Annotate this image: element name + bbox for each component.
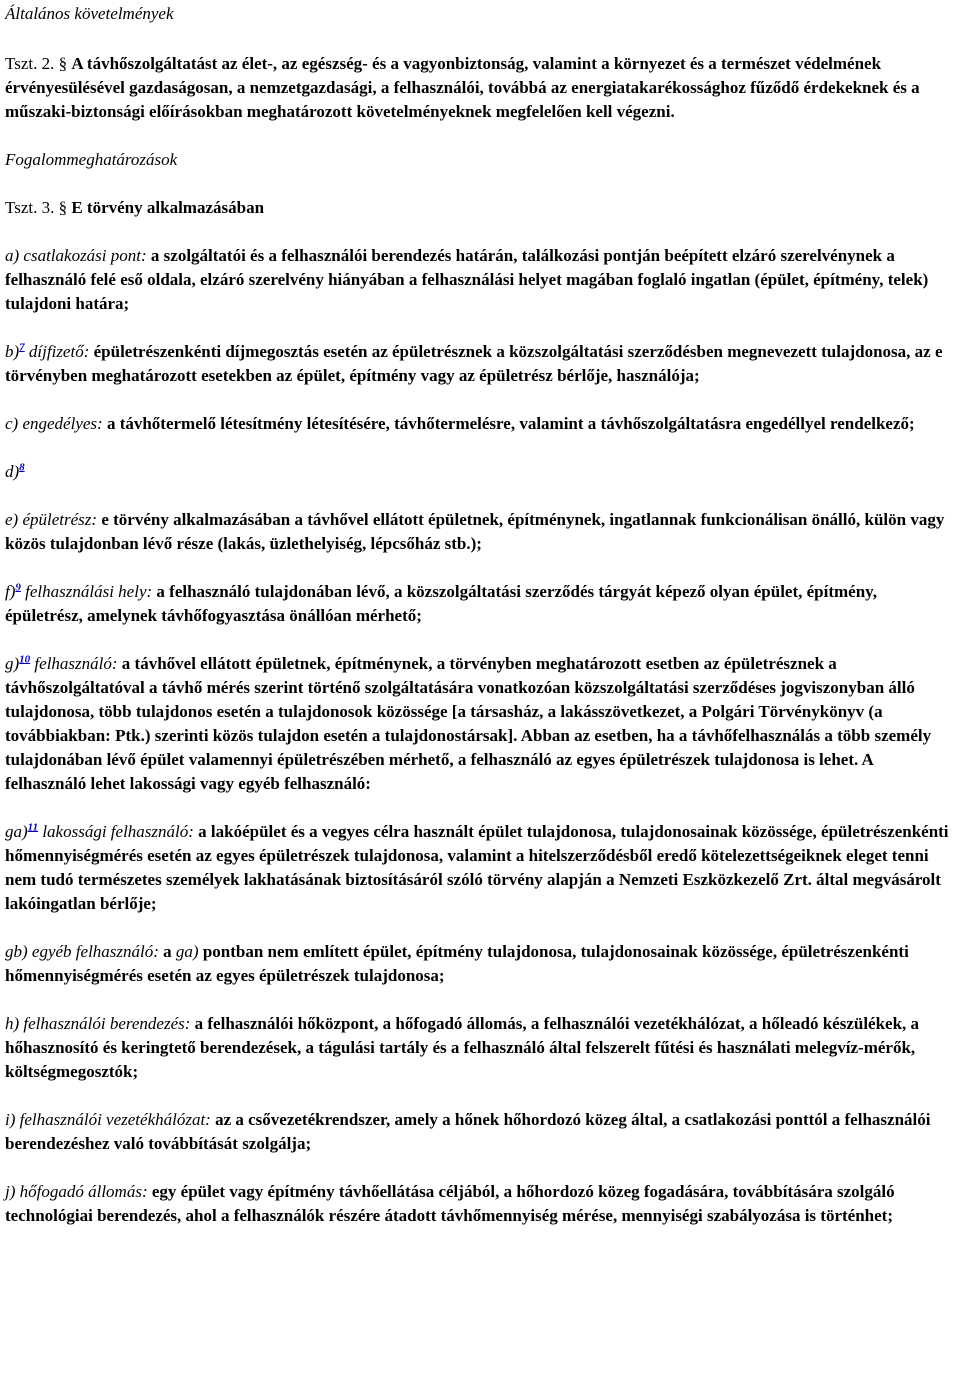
definition-ga [5,820,956,916]
heading-general-requirements: Általános követelmények [5,4,174,23]
definition-g [5,652,956,796]
footnote-link-7[interactable]: 7 [19,341,25,354]
definition-a-text: a szolgáltatói és a felhasználói berendezés határán, találkozási pontján beépített elzáró szerelvénynek a felhasználó felé eső oldala, elzáró szerelvény hiányában a felhasználási helyet magában foglaló ingatlan (épület, építmény, telek) tulajdoni határa; [5,246,929,313]
footnote-link-9[interactable]: 9 [15,581,21,594]
definition-g-prefix: g) [5,654,20,673]
definition-f [5,580,956,628]
definition-ga-term: lakossági felhasználó: [38,822,194,841]
definition-j-text: egy épület vagy építmény távhőellátása céljából, a hőhordozó közeg fogadására, továbbítására szolgáló technológiai berendezés, ahol a felhasználók részére átadott távhőmennyiség mérése, mennyiségi szabályozása is történhet; [5,1182,895,1225]
section-2-text: A távhőszolgáltatást az élet-, az egészség- és a vagyonbiztonság, valamint a környezet és a természet védelmének érvényesülésével gazdaságosan, a nemzetgazdasági, a felhasználói, továbbá az energiatakarékossághoz fűződő érdekeknek és a műszaki-biztonsági előírásokban meghatározott követelményeknek megfelelően kell végezni. [5,54,920,121]
section-3-label: Tszt. 3. § [5,198,72,217]
footnote-link-10[interactable]: 10 [19,653,31,666]
footnote-link-11[interactable]: 11 [27,821,39,834]
definition-b-term: díjfizető: [24,342,90,361]
heading-definitions: Fogalommeghatározások [5,150,178,169]
definition-f-term: felhasználási hely: [20,582,153,601]
definition-b [5,340,956,388]
definition-d [5,460,956,484]
definition-j-term: j) hőfogadó állomás: [5,1182,148,1201]
definition-f-prefix: f) [5,582,16,601]
section-2-paragraph [5,52,956,124]
definition-gb-ref: ga) [175,942,199,961]
definition-d-prefix: d) [5,462,20,481]
section-3-paragraph [5,196,956,220]
section-2-label: Tszt. 2. § [5,54,72,73]
definition-a [5,244,956,316]
definition-e [5,508,956,556]
definition-gb [5,940,956,988]
definition-h-text: a felhasználói hőközpont, a hőfogadó állomás, a felhasználói vezetékhálózat, a hőleadó készülékek, a hőhasznosító és keringtető berendezések, a tágulási tartály és a felhasználó által felszerelt fűtési és használati melegvíz-mérők, költségmegosztók; [5,1014,920,1081]
definition-e-text: e törvény alkalmazásában a távhővel ellátott épületnek, építménynek, ingatlannak funkcionálisan önálló, külön vagy közös tulajdonban lévő része (lakás, üzlethelyiség, lépcsőház stb.); [5,510,945,553]
definition-b-text: épületrészenkénti díjmegosztás esetén az épületrésznek a közszolgáltatási szerződésben megnevezett tulajdonosa, az e törvényben meghatározott esetekben az épület, építmény vagy az épületrész bérlője, használója; [5,342,943,385]
definition-i-term: i) felhasználói vezetékhálózat: [5,1110,211,1129]
definition-c-text: a távhőtermelő létesítmény létesítésére, távhőtermelésre, valamint a távhőszolgáltatásra engedéllyel rendelkező; [102,414,915,433]
definition-i [5,1108,956,1156]
definition-c-term: c) engedélyes: [5,414,103,433]
definition-gb-text-b: pontban nem említett épület, építmény tulajdonosa, tulajdonosainak közössége, épületrészenkénti hőmennyiségmérés esetén az egyes épületrészek tulajdonosa; [5,942,909,985]
definition-g-term: felhasználó: [30,654,118,673]
definition-h [5,1012,956,1084]
definition-i-text: az a csővezetékrendszer, amely a hőnek hőhordozó közeg által, a csatlakozási ponttól a felhasználói berendezéshez való továbbítását szolgálja; [5,1110,931,1153]
definition-gb-text-a: a [158,942,176,961]
definition-ga-prefix: ga) [5,822,28,841]
definition-h-term: h) felhasználói berendezés: [5,1014,191,1033]
footnote-link-8[interactable]: 8 [19,461,25,474]
definition-j [5,1180,956,1228]
section-3-text: E törvény alkalmazásában [71,198,265,217]
definition-c [5,412,956,436]
definition-ga-text: a lakóépület és a vegyes célra használt épület tulajdonosa, tulajdonosainak közössége, épületrészenkénti hőmennyiségmérés esetén az egyes épületrészek tulajdonosa, valamint a hitelszerződésből eredő kötelezettségeiknek eleget tenni nem tudó természetes személyek lakhatásának biztosításáról szóló törvény alapján a Nemzeti Eszközkezelő Zrt. által megvásárolt lakóingatlan bérlője; [5,822,949,913]
definition-e-term: e) épületrész: [5,510,98,529]
definition-gb-term: gb) egyéb felhasználó: [5,942,159,961]
definition-a-term: a) csatlakozási pont: [5,246,147,265]
definition-f-text: a felhasználó tulajdonában lévő, a közszolgáltatási szerződés tárgyát képező olyan épület, építmény, épületrész, amelynek távhőfogyasztása önállóan mérhető; [5,582,877,625]
definition-b-prefix: b) [5,342,20,361]
definition-g-text: a távhővel ellátott épületnek, építménynek, a törvényben meghatározott esetben az épületrésznek a távhőszolgáltatóval a távhő mérés szerint történő szolgáltatására vonatkozóan közszolgáltatási szerződéses jogviszonyban álló tulajdonosa, több tulajdonos esetén a tulajdonosok közössége [a társasház, a lakásszövetkezet, a Polgári Törvénykönyv (a továbbiakban: Ptk.) szerinti közös tulajdon esetén a tulajdonostársak]. Abban az esetben, ha a távhőfelhasználás a több személy tulajdonában lévő épület valamennyi épületrészében mérhető, a felhasználó az egyes épületrészek tulajdonosa is lehet. A felhasználó lehet lakossági vagy egyéb felhasználó: [5,654,932,793]
